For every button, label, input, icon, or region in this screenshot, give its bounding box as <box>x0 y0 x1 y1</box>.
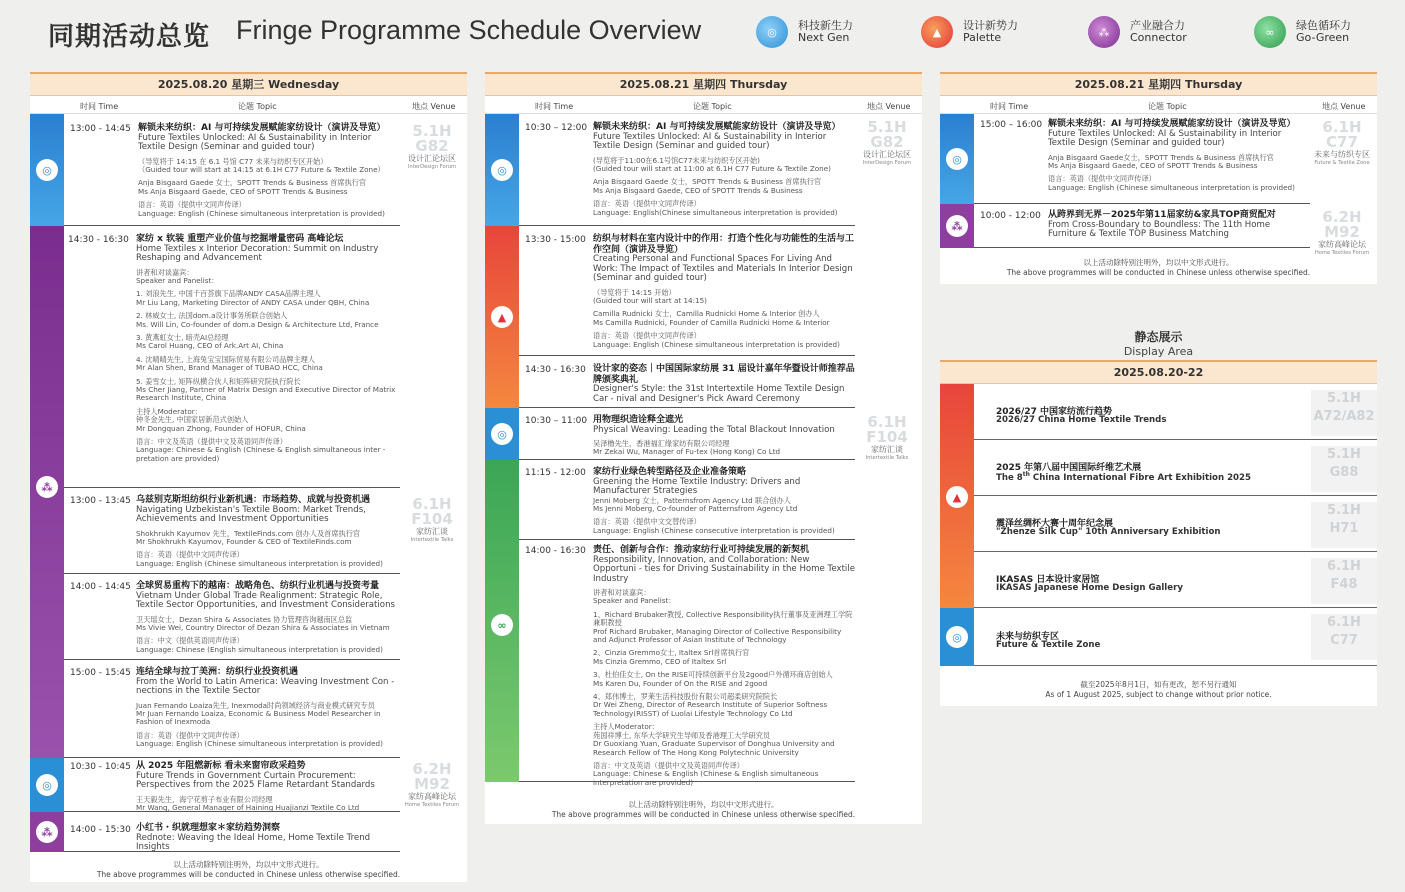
speaker: 吴泽橹先生，香港福汇缘家纺有限公司经理 <box>593 439 730 448</box>
speaker: Ms Cinzia Gremmo, CEO of Italtex Srl <box>593 656 727 666</box>
language: Language: Chinese & English (Chinese & English simultaneous interpretation are provided) <box>593 769 819 787</box>
speaker: 4. 沈晴晴先生, 上海兔宝宝国际贸易有限公司品牌主理人 <box>136 354 316 364</box>
footnote-cn: 以上活动除特别注明外，均以中文形式进行。 <box>1083 258 1234 267</box>
session-title-en: Rednote: Weaving the Ideal Home, Home Textile Trend Insights <box>136 832 371 852</box>
session-time: 14:00 - 15:30 <box>70 825 131 835</box>
session-title: 乌兹别克斯坦纺织行业新机遇：市场趋势、成就与投资机遇 <box>136 495 371 505</box>
col-topic-label: 论题 Topic <box>693 102 732 111</box>
venue-cn: 家纺汇谈 <box>871 445 903 454</box>
session-title-en: Future Trends in Government Curtain Procurement: Perspectives from the 2025 Flame Retardant Standards <box>136 770 375 790</box>
session-time: 13:30 - 15:00 <box>525 235 586 245</box>
session-title: 解锁未来纺织：AI 与可持续发展赋能家纺设计（演讲及导览） <box>1048 119 1296 129</box>
session-time: 15:00 - 15:45 <box>70 668 131 678</box>
display-item <box>974 496 1377 552</box>
venue-code: 6.2H M92 <box>1322 208 1362 241</box>
connector-icon: ⁂ <box>36 821 58 843</box>
day-header: 2025.08.20 星期三 Wednesday <box>30 72 467 96</box>
session-time: 13:00 - 13:45 <box>70 496 131 506</box>
footnote-en: The above programmes will be conducted in Chinese unless otherwise specified. <box>96 870 401 879</box>
display-venue <box>1311 558 1377 604</box>
session-title: 从跨界到无界－2025年第11届家纺&家具TOP商贸配对 <box>1048 210 1276 220</box>
speaker: Ms Camilla Rudnicki, Founder of Camilla Rudnicki Home & Interior <box>593 317 830 327</box>
speaker: Ms Anja Bisgaard Gaede, CEO of SPOTT Trends & Business <box>593 185 803 195</box>
language: Language: English (Chinese simultaneous interpretation is provided) <box>136 739 383 749</box>
venue-cn: 家纺高峰论坛 <box>1318 240 1366 249</box>
language: 语言：英语（提供中文同声传译） <box>1048 174 1156 184</box>
venue-en: Intertextile Talks <box>410 537 454 543</box>
session-title-en: Creating Personal and Functional Spaces For Living And Work: The Impact of Textiles and Materials In Interior Design (Seminar and guided tour) <box>593 254 853 283</box>
session-title: 连结全球与拉丁美洲：纺织行业投资机遇 <box>136 667 299 677</box>
session-time: 14:30 - 16:30 <box>68 235 129 245</box>
connector-icon: ⁂ <box>1088 16 1120 48</box>
session-title: 纺织与材料在室内设计中的作用：打造个性化与功能性的生活与工作空间（演讲及导览） <box>593 234 855 255</box>
language: 语言：中文及英语（提供中文及英语同声传译） <box>593 760 744 770</box>
session <box>974 204 1310 248</box>
connector-stripe <box>30 226 64 812</box>
session-note: (Guided tour will start at 11:00 at 6.1H C77 Future & Textile Zone) <box>593 163 831 173</box>
speaker: 2. 林威女士, 法国dom.a设计事务所联合创始人 <box>136 311 288 321</box>
session-note: （导览将于 14:15 开始） <box>593 287 676 297</box>
session <box>64 758 400 812</box>
moderator: Dr Guoxiang Yuan, Graduate Supervisor of Donghua University and Research Fellow of The Hong Kong Polytechnic University <box>593 739 835 757</box>
day-header: 2025.08.21 星期四 Thursday <box>485 72 922 96</box>
venue <box>1310 120 1374 166</box>
session-title: 家纺行业绿色转型路径及企业准备策略 <box>593 467 747 477</box>
moderator: Mr Dongquan Zhong, Founder of HOFUR, China <box>136 423 306 433</box>
speaker: Shokhrukh Kayumov 先生，TextileFinds.com 创办人及首席执行官 <box>136 528 361 538</box>
language: 语言：中文（提供英语同声传译） <box>136 636 244 646</box>
session-title: 用物理织造诠释全遮光 <box>593 415 684 425</box>
language: Language: English (Chinese simultaneous interpretation is provided) <box>138 208 385 218</box>
next-gen-stripe <box>940 114 974 204</box>
language: 语言：英语（提供中文交替传译） <box>593 517 701 527</box>
col-venue-label: 地点 Venue <box>1322 102 1366 111</box>
palette-icon: ▲ <box>946 486 968 508</box>
display-venue <box>1311 446 1377 492</box>
session-title: 全球贸易重构下的越南：战略角色、纺织行业机遇与投资考量 <box>136 581 380 591</box>
session-note: （导览将于 14:15 在 6.1 号馆 C77 未来与纺织专区开始） <box>138 156 328 166</box>
venue-cn: 设计汇论坛区 <box>863 150 911 159</box>
language: 语言：英语（提供中文同声传译） <box>593 199 701 209</box>
display-item-cn: 2025 年第八届中国国际纤维艺术展 <box>996 463 1142 473</box>
next-gen-stripe <box>30 114 64 226</box>
speaker: Mr Liu Lang, Marketing Director of ANDY CASA under QBH, China <box>136 297 370 307</box>
language: 语言：英语（提供中文同声传译） <box>136 730 244 740</box>
display-hall: 6.1H <box>1327 615 1361 630</box>
column-header <box>485 96 922 114</box>
venue-code: 5.1H G82 <box>412 122 452 155</box>
speaker: 王天毅先生，海宁花剪子布业有限公司经理 <box>136 794 273 804</box>
language: 语言：英语（提供中文同声传译） <box>593 331 701 341</box>
session-note: (Guided tour will start at 14:15) <box>593 295 707 305</box>
language: Language: Chinese (English simultaneous interpretation is provided) <box>136 644 383 654</box>
display-booth: G88 <box>1329 465 1359 480</box>
go-green-icon: ∞ <box>1254 16 1286 48</box>
session-title-en: From the World to Latin America: Weaving Investment Con - nections in the Textile Sector <box>136 676 395 696</box>
footnote <box>940 258 1377 278</box>
speaker: 1. 刘浪先生, 中国千百荟旗下品牌ANDY CASA品牌主理人 <box>136 289 321 299</box>
go-green-icon: ∞ <box>491 614 513 636</box>
language: 语言：英语（提供中文同声传译） <box>136 550 244 560</box>
footnote-cn: 以上活动除特别注明外，均以中文形式进行。 <box>628 800 779 809</box>
theme-go-green <box>1254 16 1351 48</box>
session-time: 13:00 - 14:45 <box>70 124 131 134</box>
moderator: 钟冬金先生, 中国家居新范式创始人 <box>136 415 249 425</box>
speakers-label: 讲者和对谈嘉宾： <box>136 267 194 277</box>
language: Language: English (Chinese consecutive interpretation is provided) <box>593 525 835 535</box>
speaker: Ms Anja Bisgaard Gaede, CEO of SPOTT Trends & Business <box>1048 160 1258 170</box>
speaker: Ms Anja Bisgaard Gaede, CEO of SPOTT Trends & Business <box>138 186 348 196</box>
go-green-stripe <box>485 460 519 782</box>
display-booth: H71 <box>1329 521 1359 536</box>
display-venue <box>1311 390 1377 436</box>
col-venue-label: 地点 Venue <box>867 102 911 111</box>
session-title: 解锁未来纺织：AI 与可持续发展赋能家纺设计（演讲及导览） <box>138 123 386 133</box>
session-time: 10:30 - 10:45 <box>70 762 131 772</box>
session-title: 责任、创新与合作：推动家纺行业可持续发展的新契机 <box>593 545 810 555</box>
theme-cn: 设计新势力 <box>963 19 1018 32</box>
session-time: 14:00 - 14:45 <box>70 582 131 592</box>
display-booth: C77 <box>1330 633 1358 648</box>
venue-code: 5.1H G82 <box>867 118 907 151</box>
venue-code: 6.1H C77 <box>1322 118 1362 151</box>
venue <box>400 124 464 170</box>
display-item-cn: 未来与纺织专区 <box>996 632 1060 642</box>
session-title: 解锁未来纺织：AI 与可持续发展赋能家纺设计（演讲及导览） <box>593 122 841 132</box>
speaker: Jenni Moberg 女士，Patternsfrom Agency Ltd 联合创办人 <box>593 495 791 505</box>
display-item-cn: IKASAS 日本设计家居馆 <box>996 575 1100 585</box>
moderator: 苑国祥博士, 东华大学研究生导师及香港理工大学研究员 <box>593 730 771 740</box>
moderator-label: 主持人Moderator： <box>593 722 659 732</box>
venue <box>1310 210 1374 256</box>
col-topic-label: 论题 Topic <box>1148 102 1187 111</box>
venue-cn: 设计汇论坛区 <box>408 154 456 163</box>
display-hall: 5.1H <box>1327 391 1361 406</box>
speaker: Dr Wei Zheng, Director of Research Institute of Superior Softness Technology(RISST) of Luolai Lifestyle Technology Co Ltd <box>593 700 828 718</box>
footnote-en: The above programmes will be conducted in Chinese unless otherwise specified. <box>1006 268 1311 277</box>
session <box>519 408 855 460</box>
session <box>64 574 400 660</box>
column-header <box>30 96 467 114</box>
next-gen-icon: ◎ <box>491 159 513 181</box>
speaker: Prof Richard Brubaker, Managing Director of Collective Responsibility and Adjunct Professor of Asian Institute of Technology <box>593 626 842 645</box>
display-title-en: Display Area <box>1123 345 1194 358</box>
next-gen-icon: ◎ <box>946 148 968 170</box>
venue <box>400 762 464 808</box>
session-title-en: Home Textiles x Interior Decoration: Summit on Industry Reshaping and Advancement <box>136 243 379 263</box>
venue-cn: 家纺汇谈 <box>416 527 448 536</box>
footnote-cn: 截至2025年8月1日，如有更改，恕不另行通知 <box>1080 680 1237 689</box>
session-title-en: Responsibility, Innovation, and Collaboration: New Opportuni - ties for Driving Sustainability in the Home Textile Industry <box>593 554 855 584</box>
session-title-en: Vietnam Under Global Trade Realignment: Strategic Role, Textile Sector Opportunities, and Investment Considerations <box>136 590 395 610</box>
col-venue-label: 地点 Venue <box>412 102 456 111</box>
theme-next-gen <box>756 16 853 48</box>
footnote-en: The above programmes will be conducted in Chinese unless otherwise specified. <box>551 810 856 819</box>
venue-en: Future & Textile Zone <box>1314 160 1370 166</box>
speaker: 5. 姜雪女士, 矩阵纵横合伙人和矩阵研究院执行院长 <box>136 376 301 386</box>
theme-cn: 科技新生力 <box>798 19 853 32</box>
col-time-label: 时间 Time <box>80 102 119 111</box>
next-gen-stripe <box>940 608 974 666</box>
session-note: (导览将于11:00在6.1号馆C77未来与纺织专区开始) <box>593 155 760 165</box>
speaker: Anja Bisgaard Gaede 女士，SPOTT Trends & Business 首席执行官 <box>593 177 822 187</box>
next-gen-icon: ◎ <box>36 159 58 181</box>
session-title: 小红书・织就理想家＊家纺趋势洞察 <box>136 823 281 833</box>
venue-code: 6.2H M92 <box>412 760 452 793</box>
session-title-en: Designer's Style: the 31st Intertextile Home Textile Design Car - nival and Designer's Pick Award Ceremony <box>593 384 845 404</box>
session-title-en: From Cross-Boundary to Boundless: The 11th Home Furniture & Textile TOP Business Matching <box>1048 219 1271 239</box>
connector-stripe <box>940 204 974 248</box>
session-title-en: Future Textiles Unlocked: AI & Sustainability in Interior Textile Design (Seminar and guided tour) <box>593 131 827 151</box>
display-item-en: The 8th China International Fibre Art Exhibition 2025 <box>996 471 1251 483</box>
speaker: Juan Fernando Loaiza先生, Inexmoda时尚领域经济与商业模式研究专员 <box>136 700 375 710</box>
speaker: Ms Carol Huang, CEO of Ark.Art AI, China <box>136 341 284 351</box>
venue-cn: 未来与纺织专区 <box>1314 150 1370 159</box>
speaker: 3. 黄燕虹女士, 暗壳AI总经理 <box>136 332 229 342</box>
session-time: 14:00 - 16:30 <box>525 546 586 556</box>
display-heading <box>940 328 1377 358</box>
display-date: 2025.08.20-22 <box>940 360 1377 384</box>
col-time-label: 时间 Time <box>990 102 1029 111</box>
language: Language: English (Chinese simultaneous interpretation is provided) <box>593 339 840 349</box>
session-time: 11:15 - 12:00 <box>525 468 586 478</box>
session-title-en: Greening the Home Textile Industry: Drivers and Manufacturer Strategies <box>593 476 801 496</box>
session <box>64 488 400 574</box>
session <box>519 356 855 408</box>
footnote <box>940 680 1377 700</box>
column-header <box>940 96 1377 114</box>
speakers-label: 讲者和对谈嘉宾： <box>593 588 651 597</box>
footnote <box>30 860 467 880</box>
theme-cn: 绿色循环力 <box>1296 19 1351 32</box>
display-item-en: IKASAS Japanese Home Design Gallery <box>996 583 1183 593</box>
next-gen-stripe <box>30 758 64 812</box>
palette-stripe <box>485 226 519 408</box>
session <box>519 114 855 226</box>
venue-en: Intertextile Talks <box>865 455 909 461</box>
column-aug21-b <box>940 72 1377 284</box>
page-title-cn: 同期活动总览 <box>48 22 211 52</box>
day-header: 2025.08.21 星期四 Thursday <box>940 72 1377 96</box>
language: Language: English (Chinese simultaneous interpretation is provided) <box>136 558 383 568</box>
venue-cn: 家纺高峰论坛 <box>408 792 456 801</box>
theme-en: Go-Green <box>1296 31 1350 44</box>
session <box>519 540 855 787</box>
session <box>64 812 400 852</box>
display-item-cn: 震泽丝绸杯大赛十周年纪念展 <box>996 519 1114 529</box>
speaker: Camilla Rudnicki 女士，Camilla Rudnicki Home & Interior 创办人 <box>593 309 820 319</box>
connector-icon: ⁂ <box>36 476 58 498</box>
next-gen-icon: ◎ <box>946 626 968 648</box>
session <box>64 226 400 488</box>
speaker: 3、杜伯佳女士, On the RISE可持续创新平台及2good户外循环商店创始人 <box>593 670 833 680</box>
venue-en: Home Textiles Forum <box>1314 250 1370 256</box>
language: Language: Chinese & English (Chinese & English simultaneous inter - pretation are provided) <box>136 445 386 463</box>
display-booth: F48 <box>1330 577 1358 592</box>
venue <box>400 497 464 543</box>
display-item <box>974 552 1377 608</box>
speaker: Ms Vivie Wei, Country Director of Dezan Shira & Associates in Vietnam <box>136 622 390 632</box>
speaker: Anja Bisgaard Gaede 女士，SPOTT Trends & Business 首席执行官 <box>138 178 367 188</box>
palette-stripe <box>940 384 974 608</box>
display-item <box>974 384 1377 440</box>
session <box>974 114 1310 204</box>
page-title-en: Fringe Programme Schedule Overview <box>236 15 702 45</box>
display-item-en: "Zhenze Silk Cup" 10th Anniversary Exhibition <box>996 527 1221 537</box>
speakers-label: Speaker and Panelist： <box>136 275 219 285</box>
session <box>519 460 855 540</box>
display-hall: 6.1H <box>1327 559 1361 574</box>
next-gen-icon: ◎ <box>491 423 513 445</box>
display-item-cn: 2026/27 中国家纺流行趋势 <box>996 407 1112 417</box>
display-venue <box>1311 502 1377 548</box>
language: 语言：中文及英语（提供中文及英语同声传译） <box>136 437 287 446</box>
language: Language: English(Chinese simultaneous interpretation is provided) <box>593 207 838 217</box>
display-item-en: 2026/27 China Home Textile Trends <box>996 415 1167 425</box>
venue-en: InterDesign Forum <box>862 160 912 166</box>
display-booth: A72/A82 <box>1313 409 1375 424</box>
session-title: 家纺 x 软装 重塑产业价值与挖掘增量密码 高峰论坛 <box>136 234 344 244</box>
next-gen-icon: ◎ <box>756 16 788 48</box>
venue <box>855 120 919 166</box>
session-time: 10:00 - 12:00 <box>980 211 1041 221</box>
speaker: 1、Richard Brubaker教授, Collective Responsibility执行董事及亚洲理工学院兼职教授 <box>593 609 853 628</box>
venue-en: Home Textiles Forum <box>404 802 460 808</box>
column-aug20 <box>30 72 467 882</box>
session <box>64 114 400 226</box>
connector-icon: ⁂ <box>946 215 968 237</box>
speaker: 2、Cinzia Gremmo女士, Italtex Srl首席执行官 <box>593 648 750 658</box>
speaker: Ms. Will Lin, Co-founder of dom.a Design & Architecture Ltd, France <box>136 319 379 329</box>
display-title-cn: 静态展示 <box>1134 330 1183 344</box>
moderator-label: 主持人Moderator： <box>136 406 202 416</box>
theme-connector <box>1088 16 1187 48</box>
session-title: 设计家的姿态｜中国国际家纺展 31 届设计嘉年华暨设计师推荐品牌颁奖典礼 <box>593 364 855 385</box>
next-gen-stripe <box>485 408 519 460</box>
footnote <box>485 800 922 820</box>
theme-cn: 产业融合力 <box>1130 19 1185 32</box>
column-aug21 <box>485 72 922 824</box>
session-time: 14:30 - 16:30 <box>525 365 586 375</box>
session-title-en: Future Textiles Unlocked: AI & Sustainability in Interior Textile Design (Seminar and guided tour) <box>1048 128 1282 148</box>
speaker: 4、郑伟博士，罗莱生活科技股份有限公司超柔研究院院长 <box>593 692 778 702</box>
next-gen-stripe <box>485 114 519 226</box>
session-time: 15:00 – 16:00 <box>980 120 1043 130</box>
speakers-label: Speaker and Panelist： <box>593 596 676 606</box>
venue <box>855 415 919 461</box>
theme-en: Palette <box>963 31 1002 44</box>
next-gen-icon: ◎ <box>36 774 58 796</box>
footnote-en: As of 1 August 2025, subject to change without prior notice. <box>1045 690 1272 699</box>
col-topic-label: 论题 Topic <box>238 102 277 111</box>
display-hall: 5.1H <box>1327 447 1361 462</box>
speaker: Mr Alan Shen, Brand Manager of TUBAO HCC, China <box>136 363 323 373</box>
language: 语言：英语（提供中文同声传译） <box>138 200 246 210</box>
theme-en: Connector <box>1130 31 1187 44</box>
speaker: Ms Cher Jiang, Partner of Matrix Design and Executive Director of Matrix Research Institute, China <box>136 384 396 403</box>
session <box>64 660 400 758</box>
venue-code: 6.1H F104 <box>866 413 908 446</box>
venue-en: InterDesign Forum <box>407 164 457 170</box>
theme-en: Next Gen <box>798 31 850 44</box>
session <box>519 226 855 356</box>
theme-palette <box>921 16 1018 48</box>
session-time: 10:30 – 12:00 <box>525 123 588 133</box>
display-venue <box>1311 614 1377 660</box>
connector-stripe <box>30 812 64 852</box>
speaker: Anja Bisgaard Gaede女士，SPOTT Trends & Business 首席执行官 <box>1048 152 1274 162</box>
col-time-label: 时间 Time <box>535 102 574 111</box>
speaker: 卫天瑶女士，Dezan Shira & Associates 协力管理咨询越南区总监 <box>136 614 353 624</box>
display-item <box>974 608 1377 666</box>
speaker: Mr Zekai Wu, Manager of Fu-tex (Hong Kong) Co Ltd <box>593 447 781 457</box>
session-title-en: Physical Weaving: Leading the Total Blackout Innovation <box>593 424 835 435</box>
speaker: Mr Wang, General Manager of Haining Huajianzi Textile Co Ltd <box>136 802 360 812</box>
session-title: 从 2025 年阻燃新标 看未来窗帘政采趋势 <box>136 761 306 771</box>
speaker: Ms Jenni Moberg, Co-founder of Patternsfrom Agency Ltd <box>593 503 798 513</box>
display-item <box>974 440 1377 496</box>
speaker: Mr Juan Fernando Loaiza, Economic & Business Model Researcher in Fashion of Inexmoda <box>136 708 381 727</box>
language: Language: English (Chinese simultaneous interpretation is provided) <box>1048 182 1295 192</box>
speaker: Mr Shokhrukh Kayumov, Founder & CEO of TextileFinds.com <box>136 536 352 546</box>
venue-code: 6.1H F104 <box>411 495 453 528</box>
session-title-en: Navigating Uzbekistan's Textile Boom: Market Trends, Achievements and Investment Opportunities <box>136 504 366 524</box>
session-note: （Guided tour will start at 14:15 at 6.1H C77 Future & Textile Zone） <box>138 164 385 174</box>
palette-icon: ▲ <box>921 16 953 48</box>
palette-icon: ▲ <box>491 306 513 328</box>
display-hall: 5.1H <box>1327 503 1361 518</box>
display-area <box>940 360 1377 706</box>
footnote-cn: 以上活动除特别注明外，均以中文形式进行。 <box>173 860 324 869</box>
display-item-en: Future & Textile Zone <box>996 640 1101 650</box>
speaker: Ms Karen Du, Founder of On the RISE and 2good <box>593 678 768 688</box>
session-title-en: Future Textiles Unlocked: AI & Sustainability in Interior Textile Design (Seminar and guided tour) <box>138 132 372 152</box>
session-time: 10:30 – 11:00 <box>525 416 588 426</box>
